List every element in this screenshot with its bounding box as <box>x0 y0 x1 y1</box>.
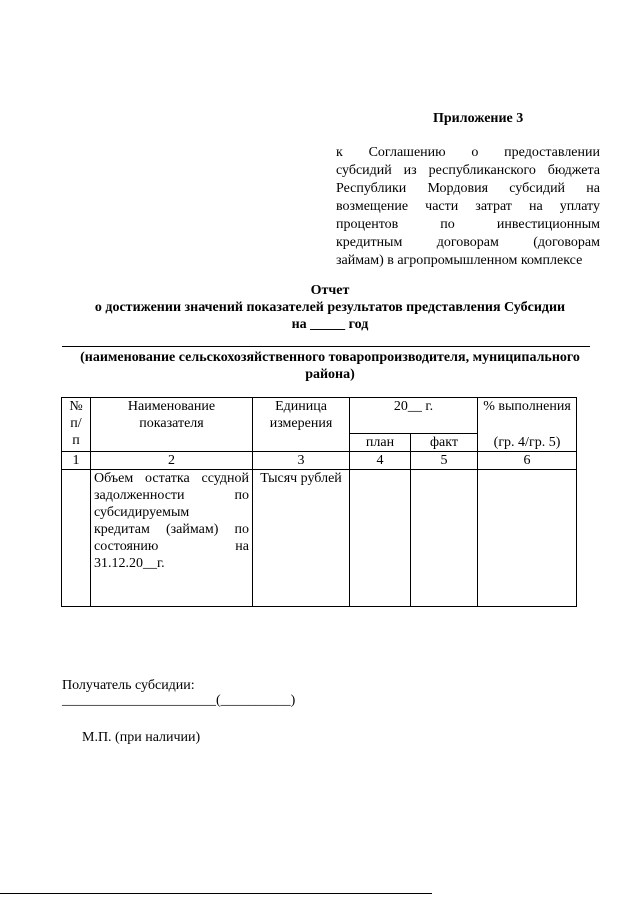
column-number: 4 <box>350 452 411 470</box>
column-number: 1 <box>62 452 91 470</box>
agreement-line: возмещение части затрат на уплату <box>336 199 600 214</box>
appendix-title: Приложение 3 <box>433 111 524 126</box>
column-number: 6 <box>478 452 577 470</box>
agreement-line: субсидий из республиканского бюджета <box>336 163 600 178</box>
fact-cell <box>411 470 478 607</box>
report-title: Отчет <box>310 283 350 298</box>
indicator-name-cell <box>91 470 253 607</box>
indicator-line: состоянию на <box>94 539 249 554</box>
name-underline <box>62 346 590 347</box>
indicator-line: задолженности по <box>94 488 249 503</box>
plan-cell <box>350 470 411 607</box>
indicator-line: 31.12.20__г. <box>94 556 165 571</box>
header-plan: план <box>350 434 411 452</box>
header-year: 20__ г. <box>350 398 478 434</box>
agreement-line: процентов по инвестиционным <box>336 217 600 232</box>
unit-cell: Тысяч рублей <box>253 470 350 607</box>
header-fact: факт <box>411 434 478 452</box>
header-percent-formula: (гр. 4/гр. 5) <box>478 434 577 452</box>
agreement-line: к Соглашению о предоставлении <box>336 145 600 160</box>
indicator-line: кредитам (займам) по <box>94 522 249 537</box>
row-number-cell <box>62 470 91 607</box>
report-subtitle: о достижении значений показателей результатов представления Субсидии <box>94 300 566 315</box>
page-edge-line <box>0 893 432 894</box>
header-indicator-name: Наименование показателя <box>91 398 253 452</box>
column-number: 5 <box>411 452 478 470</box>
recipient-label: Получатель субсидии: <box>62 678 195 693</box>
agreement-reference <box>336 144 600 270</box>
header-number: № п/ п <box>62 398 91 452</box>
header-percent: % выполнения <box>478 398 577 434</box>
report-date-line: на _____ год <box>291 317 369 332</box>
indicator-line: Объем остатка ссудной <box>94 471 249 486</box>
name-caption: (наименование сельскохозяйственного товаропроизводителя, муниципального <box>80 350 580 365</box>
indicator-line: субсидируемым <box>94 505 190 520</box>
name-caption-continued: района) <box>305 367 355 382</box>
column-number: 3 <box>253 452 350 470</box>
percent-cell <box>478 470 577 607</box>
agreement-line: Республики Мордовия субсидий на <box>336 181 600 196</box>
header-unit: Единица измерения <box>253 398 350 452</box>
column-number: 2 <box>91 452 253 470</box>
agreement-line: займам) в агропромышленном комплексе <box>336 253 583 268</box>
signature-line: ______________________(__________) <box>62 693 296 708</box>
report-table <box>61 397 577 607</box>
agreement-line: кредитным договорам (договорам <box>336 235 600 250</box>
stamp-note: М.П. (при наличии) <box>82 730 201 745</box>
